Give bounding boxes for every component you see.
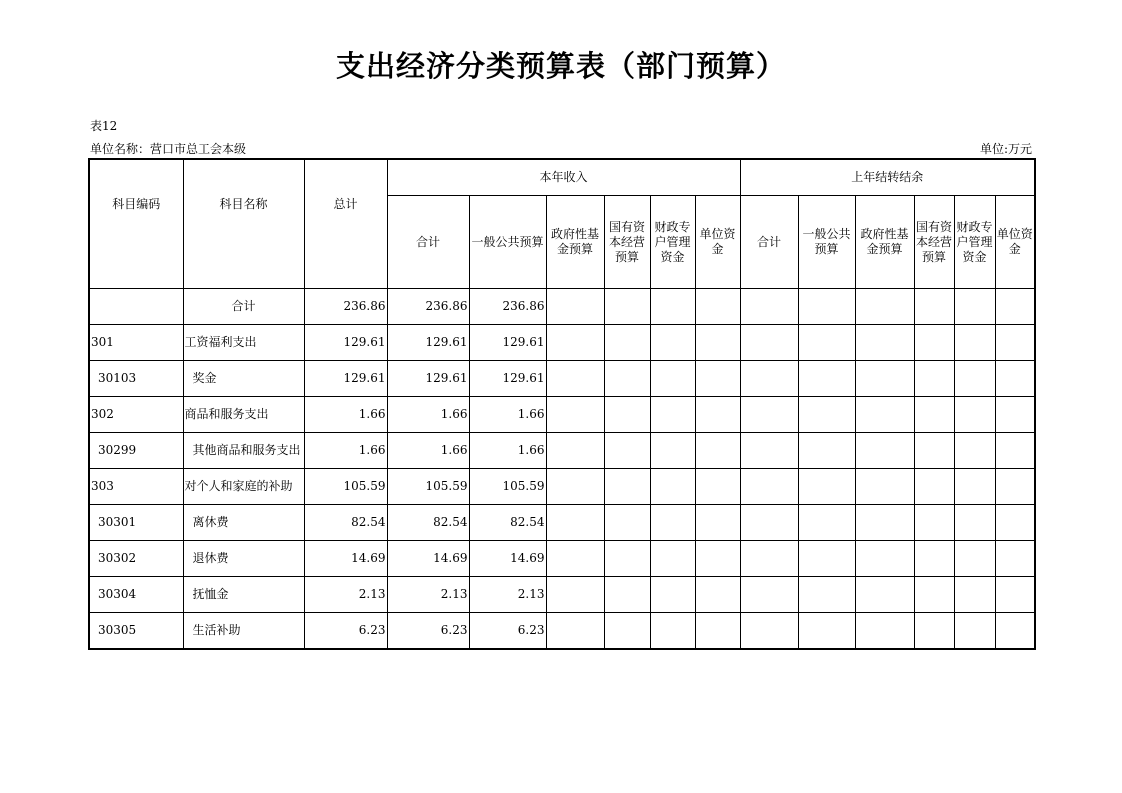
cell-name: 工资福利支出 bbox=[183, 325, 304, 361]
cell-empty bbox=[995, 613, 1035, 650]
cell-empty bbox=[798, 289, 855, 325]
cell-empty bbox=[650, 541, 695, 577]
table-row bbox=[89, 325, 1035, 361]
cell-cy-total: 129.61 bbox=[387, 325, 469, 361]
cell-empty bbox=[855, 469, 914, 505]
cell-empty bbox=[914, 469, 954, 505]
header-cy-general: 一般公共预算 bbox=[469, 196, 546, 289]
header-cy-special-account: 财政专户管理资金 bbox=[650, 196, 695, 289]
header-cy-total: 合计 bbox=[387, 196, 469, 289]
header-code: 科目编码 bbox=[89, 159, 183, 289]
cell-empty bbox=[650, 289, 695, 325]
cell-empty bbox=[695, 361, 740, 397]
cell-empty bbox=[695, 397, 740, 433]
cell-empty bbox=[914, 541, 954, 577]
cell-empty bbox=[914, 505, 954, 541]
cell-empty bbox=[798, 469, 855, 505]
cell-empty bbox=[650, 397, 695, 433]
cell-empty bbox=[650, 469, 695, 505]
cell-total: 2.13 bbox=[304, 577, 387, 613]
budget-table bbox=[88, 158, 1036, 650]
cell-empty bbox=[546, 613, 604, 650]
cell-name: 商品和服务支出 bbox=[183, 397, 304, 433]
cell-empty bbox=[798, 505, 855, 541]
cell-code: 30302 bbox=[89, 541, 183, 577]
cell-cy-total: 1.66 bbox=[387, 433, 469, 469]
cell-empty bbox=[954, 469, 995, 505]
table-row bbox=[89, 505, 1035, 541]
header-co-state-capital: 国有资本经营预算 bbox=[914, 196, 954, 289]
header-name: 科目名称 bbox=[183, 159, 304, 289]
cell-empty bbox=[604, 361, 650, 397]
cell-empty bbox=[740, 613, 798, 650]
cell-total: 1.66 bbox=[304, 433, 387, 469]
cell-empty bbox=[798, 541, 855, 577]
cell-name: 生活补助 bbox=[183, 613, 304, 650]
cell-cy-general: 2.13 bbox=[469, 577, 546, 613]
cell-empty bbox=[740, 361, 798, 397]
cell-empty bbox=[914, 433, 954, 469]
header-carryover: 上年结转结余 bbox=[740, 159, 1035, 196]
cell-name: 抚恤金 bbox=[183, 577, 304, 613]
cell-code: 303 bbox=[89, 469, 183, 505]
cell-code: 301 bbox=[89, 325, 183, 361]
cell-name: 离休费 bbox=[183, 505, 304, 541]
cell-empty bbox=[546, 325, 604, 361]
cell-empty bbox=[650, 505, 695, 541]
header-total: 总计 bbox=[304, 159, 387, 289]
cell-code: 30299 bbox=[89, 433, 183, 469]
page-title: 支出经济分类预算表（部门预算） bbox=[335, 49, 786, 83]
cell-empty bbox=[995, 541, 1035, 577]
cell-total: 6.23 bbox=[304, 613, 387, 650]
table-row bbox=[89, 361, 1035, 397]
header-co-unit-funds: 单位资金 bbox=[995, 196, 1035, 289]
cell-code: 30304 bbox=[89, 577, 183, 613]
cell-empty bbox=[995, 289, 1035, 325]
cell-empty bbox=[995, 577, 1035, 613]
cell-name: 奖金 bbox=[183, 361, 304, 397]
cell-empty bbox=[604, 289, 650, 325]
table-number: 表12 bbox=[90, 119, 118, 133]
cell-cy-total: 14.69 bbox=[387, 541, 469, 577]
cell-empty bbox=[695, 577, 740, 613]
cell-cy-total: 236.86 bbox=[387, 289, 469, 325]
cell-empty bbox=[995, 433, 1035, 469]
cell-empty bbox=[798, 433, 855, 469]
cell-empty bbox=[914, 397, 954, 433]
cell-empty bbox=[695, 469, 740, 505]
cell-empty bbox=[650, 577, 695, 613]
cell-cy-general: 1.66 bbox=[469, 397, 546, 433]
cell-total: 1.66 bbox=[304, 397, 387, 433]
cell-empty bbox=[954, 397, 995, 433]
cell-empty bbox=[546, 505, 604, 541]
cell-empty bbox=[650, 325, 695, 361]
cell-empty bbox=[546, 289, 604, 325]
cell-empty bbox=[798, 361, 855, 397]
cell-empty bbox=[604, 505, 650, 541]
cell-empty bbox=[995, 469, 1035, 505]
cell-cy-total: 1.66 bbox=[387, 397, 469, 433]
cell-cy-total: 129.61 bbox=[387, 361, 469, 397]
cell-empty bbox=[855, 433, 914, 469]
cell-empty bbox=[604, 577, 650, 613]
cell-empty bbox=[740, 289, 798, 325]
cell-name: 合计 bbox=[183, 289, 304, 325]
cell-empty bbox=[546, 469, 604, 505]
cell-empty bbox=[650, 361, 695, 397]
cell-empty bbox=[954, 577, 995, 613]
cell-empty bbox=[546, 541, 604, 577]
table-row bbox=[89, 613, 1035, 650]
cell-empty bbox=[650, 613, 695, 650]
table-row bbox=[89, 289, 1035, 325]
cell-cy-general: 129.61 bbox=[469, 325, 546, 361]
cell-empty bbox=[995, 505, 1035, 541]
cell-cy-total: 82.54 bbox=[387, 505, 469, 541]
cell-empty bbox=[546, 361, 604, 397]
header-current-year: 本年收入 bbox=[387, 159, 740, 196]
cell-empty bbox=[914, 289, 954, 325]
cell-empty bbox=[695, 613, 740, 650]
cell-empty bbox=[954, 505, 995, 541]
cell-total: 129.61 bbox=[304, 361, 387, 397]
cell-empty bbox=[695, 541, 740, 577]
cell-cy-total: 6.23 bbox=[387, 613, 469, 650]
cell-empty bbox=[914, 361, 954, 397]
cell-empty bbox=[995, 361, 1035, 397]
cell-empty bbox=[914, 577, 954, 613]
cell-empty bbox=[995, 397, 1035, 433]
cell-empty bbox=[954, 541, 995, 577]
cell-empty bbox=[740, 577, 798, 613]
cell-empty bbox=[740, 505, 798, 541]
currency-unit-label: 单位:万元 bbox=[979, 142, 1032, 156]
cell-empty bbox=[855, 541, 914, 577]
table-row bbox=[89, 577, 1035, 613]
cell-empty bbox=[798, 325, 855, 361]
cell-empty bbox=[604, 433, 650, 469]
header-co-fund: 政府性基金预算 bbox=[855, 196, 914, 289]
header-cy-unit-funds: 单位资金 bbox=[695, 196, 740, 289]
cell-empty bbox=[954, 289, 995, 325]
table-row bbox=[89, 469, 1035, 505]
cell-cy-general: 105.59 bbox=[469, 469, 546, 505]
cell-empty bbox=[695, 289, 740, 325]
cell-total: 14.69 bbox=[304, 541, 387, 577]
cell-name: 其他商品和服务支出 bbox=[183, 433, 304, 469]
cell-cy-general: 14.69 bbox=[469, 541, 546, 577]
table-row bbox=[89, 433, 1035, 469]
cell-empty bbox=[740, 433, 798, 469]
cell-empty bbox=[855, 361, 914, 397]
cell-total: 82.54 bbox=[304, 505, 387, 541]
cell-empty bbox=[914, 325, 954, 361]
cell-cy-general: 129.61 bbox=[469, 361, 546, 397]
cell-empty bbox=[954, 325, 995, 361]
cell-empty bbox=[740, 397, 798, 433]
table-row bbox=[89, 397, 1035, 433]
cell-empty bbox=[740, 469, 798, 505]
cell-empty bbox=[995, 325, 1035, 361]
cell-empty bbox=[740, 325, 798, 361]
cell-empty bbox=[695, 325, 740, 361]
cell-empty bbox=[855, 505, 914, 541]
cell-code: 30301 bbox=[89, 505, 183, 541]
cell-empty bbox=[855, 613, 914, 650]
cell-name: 退休费 bbox=[183, 541, 304, 577]
header-co-total: 合计 bbox=[740, 196, 798, 289]
header-co-general: 一般公共预算 bbox=[798, 196, 855, 289]
header-cy-state-capital: 国有资本经营预算 bbox=[604, 196, 650, 289]
unit-name-label: 单位名称：营口市总工会本级 bbox=[90, 142, 247, 156]
cell-empty bbox=[604, 613, 650, 650]
cell-empty bbox=[546, 577, 604, 613]
table-row bbox=[89, 541, 1035, 577]
cell-empty bbox=[855, 397, 914, 433]
cell-code: 30103 bbox=[89, 361, 183, 397]
cell-empty bbox=[604, 469, 650, 505]
cell-cy-total: 2.13 bbox=[387, 577, 469, 613]
cell-code: 30305 bbox=[89, 613, 183, 650]
cell-cy-general: 6.23 bbox=[469, 613, 546, 650]
cell-empty bbox=[546, 433, 604, 469]
cell-cy-general: 1.66 bbox=[469, 433, 546, 469]
cell-total: 236.86 bbox=[304, 289, 387, 325]
cell-empty bbox=[546, 397, 604, 433]
cell-empty bbox=[954, 613, 995, 650]
cell-empty bbox=[695, 505, 740, 541]
cell-cy-total: 105.59 bbox=[387, 469, 469, 505]
header-co-special-account: 财政专户管理资金 bbox=[954, 196, 995, 289]
cell-empty bbox=[855, 289, 914, 325]
cell-empty bbox=[604, 397, 650, 433]
cell-total: 129.61 bbox=[304, 325, 387, 361]
cell-empty bbox=[740, 541, 798, 577]
cell-code bbox=[89, 289, 183, 325]
cell-empty bbox=[798, 613, 855, 650]
cell-empty bbox=[954, 361, 995, 397]
cell-empty bbox=[604, 325, 650, 361]
cell-empty bbox=[604, 541, 650, 577]
header-cy-fund: 政府性基金预算 bbox=[546, 196, 604, 289]
cell-code: 302 bbox=[89, 397, 183, 433]
cell-empty bbox=[914, 613, 954, 650]
cell-cy-general: 82.54 bbox=[469, 505, 546, 541]
cell-empty bbox=[695, 433, 740, 469]
cell-empty bbox=[650, 433, 695, 469]
cell-empty bbox=[855, 577, 914, 613]
cell-total: 105.59 bbox=[304, 469, 387, 505]
cell-name: 对个人和家庭的补助 bbox=[183, 469, 304, 505]
cell-empty bbox=[798, 397, 855, 433]
cell-cy-general: 236.86 bbox=[469, 289, 546, 325]
cell-empty bbox=[798, 577, 855, 613]
cell-empty bbox=[954, 433, 995, 469]
cell-empty bbox=[855, 325, 914, 361]
